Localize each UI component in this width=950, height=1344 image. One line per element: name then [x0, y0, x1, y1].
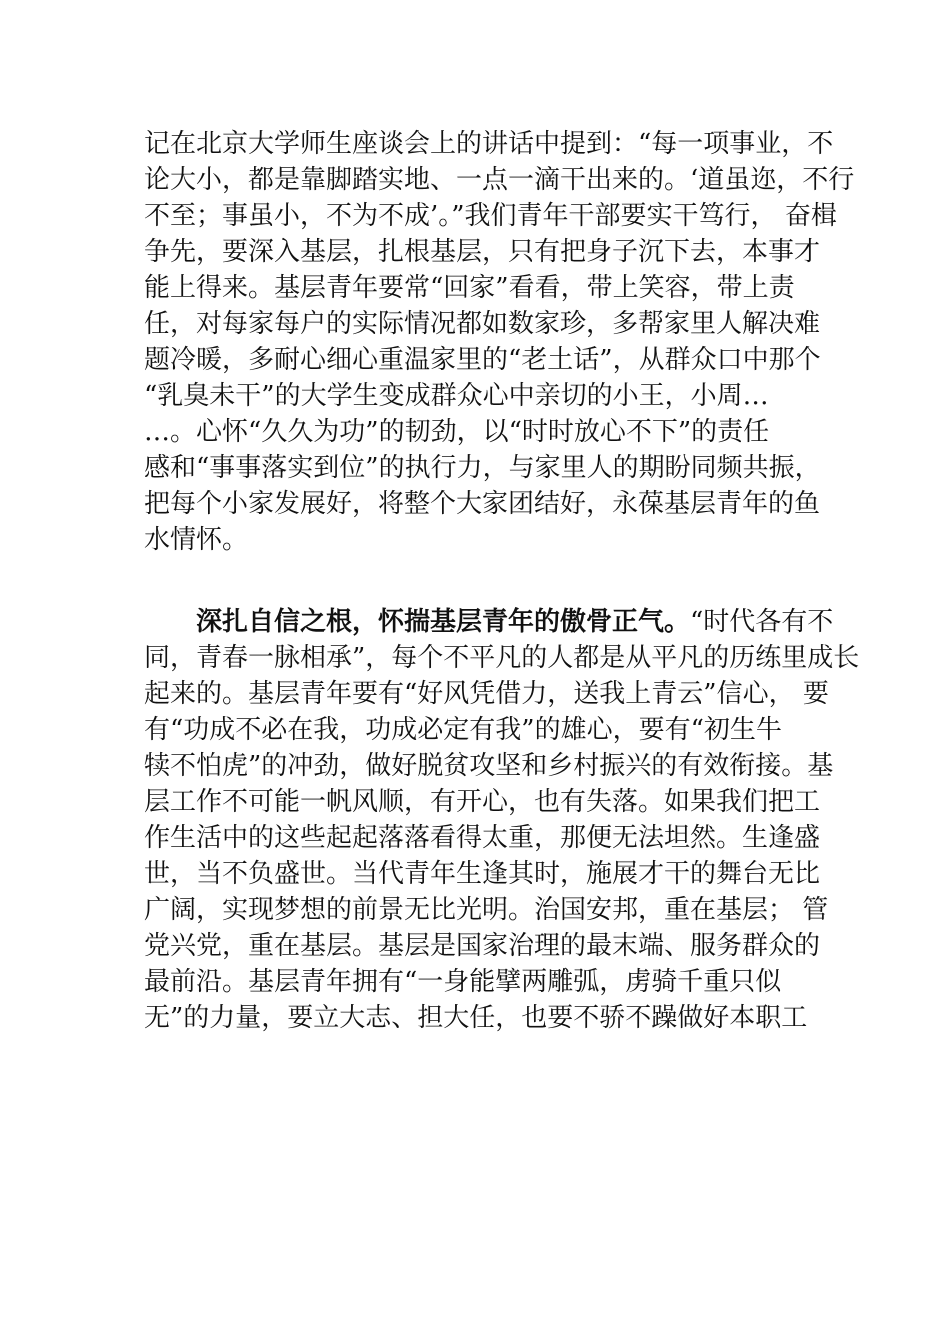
paragraph-line: 题冷暖，多耐心细心重温家里的“老土话”，从群众口中那个: [144, 345, 821, 375]
paragraph-line: 最前沿。基层青年拥有“一身能擘两雕弧，虏骑千重只似: [144, 967, 782, 997]
paragraph-line: 任，对每家每户的实际情况都如数家珍，多帮家里人解决难: [144, 309, 821, 339]
paragraph-2: [144, 604, 860, 1036]
paragraph-line: 不至；事虽小，不为不成’。”我们青年干部要实干笃行， 奋楫: [144, 201, 837, 231]
paragraph-line: 党兴党，重在基层。基层是国家治理的最末端、服务群众的: [144, 931, 821, 961]
paragraph-line: 感和“事事落实到位”的执行力，与家里人的期盼同频共振，: [144, 453, 821, 483]
paragraph-line: …。心怀“久久为功”的韧劲，以“时时放心不下”的责任: [144, 417, 770, 447]
paragraph-line: “乳臭未干”的大学生变成群众心中亲切的小王，小周…: [144, 381, 769, 411]
section-heading: 深扎自信之根，怀揣基层青年的傲骨正气。: [196, 607, 691, 637]
paragraph-line: 无”的力量，要立大志、担大任，也要不骄不躁做好本职工: [144, 1003, 808, 1033]
paragraph-line: 同，青春一脉相承”，每个不平凡的人都是从平凡的历练里成长: [144, 643, 860, 673]
paragraph-line: 作生活中的这些起起落落看得太重，那便无法坦然。生逢盛: [144, 823, 821, 853]
paragraph-line: 犊不怕虎”的冲劲，做好脱贫攻坚和乡村振兴的有效衔接。基: [144, 751, 834, 781]
paragraph-line: 水情怀。: [144, 525, 249, 555]
paragraph-line: 能上得来。基层青年要常“回家”看看，带上笑容，带上责: [144, 273, 795, 303]
paragraph-line-rest: “时代各有不: [690, 607, 834, 637]
paragraph-line: 把每个小家发展好，将整个大家团结好，永葆基层青年的鱼: [144, 489, 821, 519]
paragraph-line: 起来的。基层青年要有“好风凭借力，送我上青云”信心， 要: [144, 679, 829, 709]
paragraph-line: 论大小，都是靠脚踏实地、一点一滴干出来的。‘道虽迩，不行: [144, 165, 855, 195]
paragraph-line: 有“功成不必在我，功成必定有我”的雄心，要有“初生牛: [144, 715, 782, 745]
paragraph-first-line: [144, 604, 844, 640]
paragraph-1: [144, 126, 855, 558]
paragraph-line: 广阔，实现梦想的前景无比光明。治国安邦，重在基层； 管: [144, 895, 829, 925]
paragraph-line: 争先，要深入基层，扎根基层，只有把身子沉下去，本事才: [144, 237, 821, 267]
paragraph-line: 记在北京大学师生座谈会上的讲话中提到：“每一项事业，不: [144, 129, 834, 159]
paragraph-line: 层工作不可能一帆风顺，有开心，也有失落。如果我们把工: [144, 787, 821, 817]
paragraph-line: 世，当不负盛世。当代青年生逢其时，施展才干的舞台无比: [144, 859, 821, 889]
